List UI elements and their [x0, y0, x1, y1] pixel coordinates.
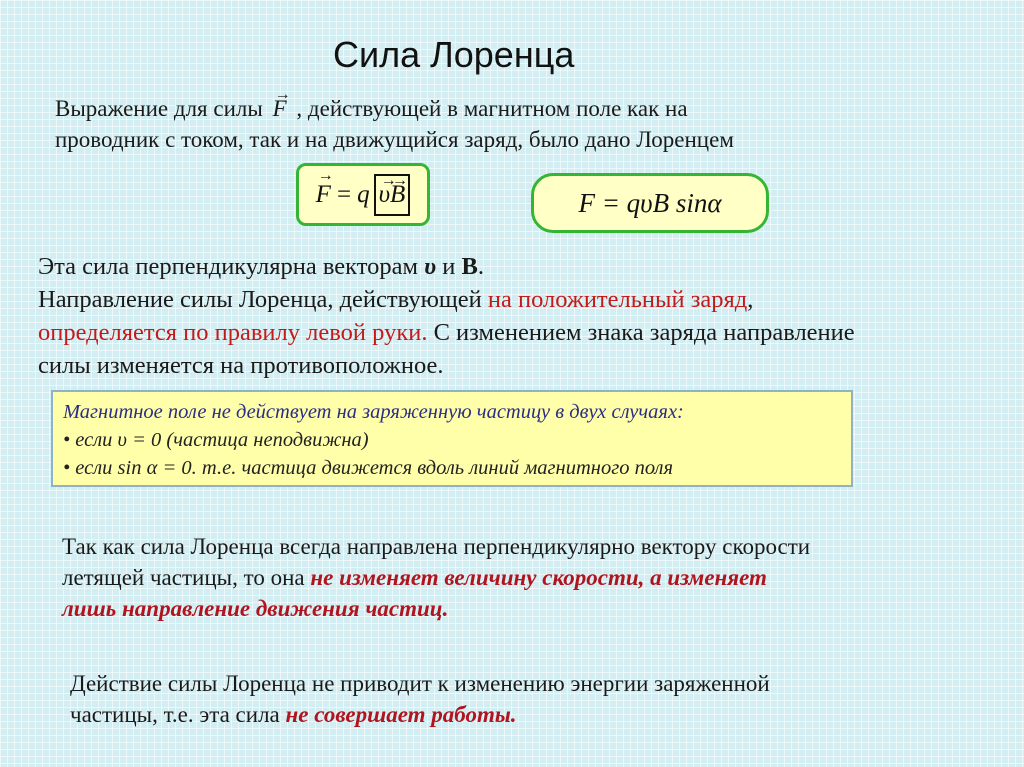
formula-b: → B	[390, 176, 405, 214]
page-title: Сила Лоренца	[333, 34, 575, 75]
scalar-formula-text: F = qυB sin	[578, 187, 708, 218]
note-line3: • если sin α = 0. т.е. частица движется вдоль линий магнитного поля	[63, 457, 674, 479]
note-line1: Магнитное поле не действует на заряженную частицу в двух случаях:	[63, 401, 684, 423]
para1-line4: силы изменяется на противоположное.	[38, 352, 444, 379]
formula-v: → υ	[379, 176, 390, 214]
para1-line2: Направление силы Лоренца, действующей	[38, 286, 488, 313]
intro-line1-start: Выражение для силы	[55, 96, 263, 121]
formula-cross-product	[374, 174, 411, 216]
formula-f: → F	[316, 181, 331, 209]
para2-highlight: не изменяет величину скорости, а изменяет	[310, 565, 767, 590]
para1-positive-charge: на положительный заряд	[487, 286, 748, 313]
para2-line1: Так как сила Лоренца всегда направлена перпендикулярно вектору скорости	[62, 534, 811, 559]
scalar-formula-alpha: α	[707, 187, 722, 218]
intro-line1-end: , действующей в магнитном поле как на	[296, 96, 688, 121]
formula-equals: =	[336, 180, 352, 208]
para2-line2: летящей частицы, то она	[62, 565, 311, 590]
para1-dot: .	[477, 253, 484, 280]
para1-v: υ	[424, 253, 437, 280]
energy-paragraph	[70, 668, 970, 730]
para1-and: и	[436, 253, 462, 280]
scalar-formula-box	[531, 173, 769, 233]
intro-line2: проводник с током, так и на движущийся заряд, было дано Лоренцем	[55, 127, 734, 152]
para1-left-hand-rule: определяется по правилу левой руки.	[38, 319, 428, 346]
cases-note-box	[51, 390, 853, 487]
para3-highlight: не совершает работы.	[285, 702, 517, 727]
force-symbol: → F	[273, 93, 287, 124]
formula-q: q	[357, 180, 370, 208]
note-line2: • если υ = 0 (частица неподвижна)	[63, 429, 369, 451]
para3-line2: частицы, т.е. эта сила	[70, 702, 286, 727]
para1-b: B	[461, 253, 478, 280]
perpendicular-paragraph	[38, 250, 1018, 382]
para3-line1: Действие силы Лоренца не приводит к изменению энергии заряженной	[70, 671, 770, 696]
para1-line3: С изменением знака заряда направление	[427, 319, 855, 346]
para1-comma: ,	[747, 286, 754, 313]
vector-formula-box	[296, 163, 430, 226]
speed-paragraph	[62, 531, 962, 624]
para1-line1: Эта сила перпендикулярна векторам	[38, 253, 425, 280]
para2-line3: лишь направление движения частиц.	[62, 596, 449, 621]
intro-text	[55, 93, 955, 155]
